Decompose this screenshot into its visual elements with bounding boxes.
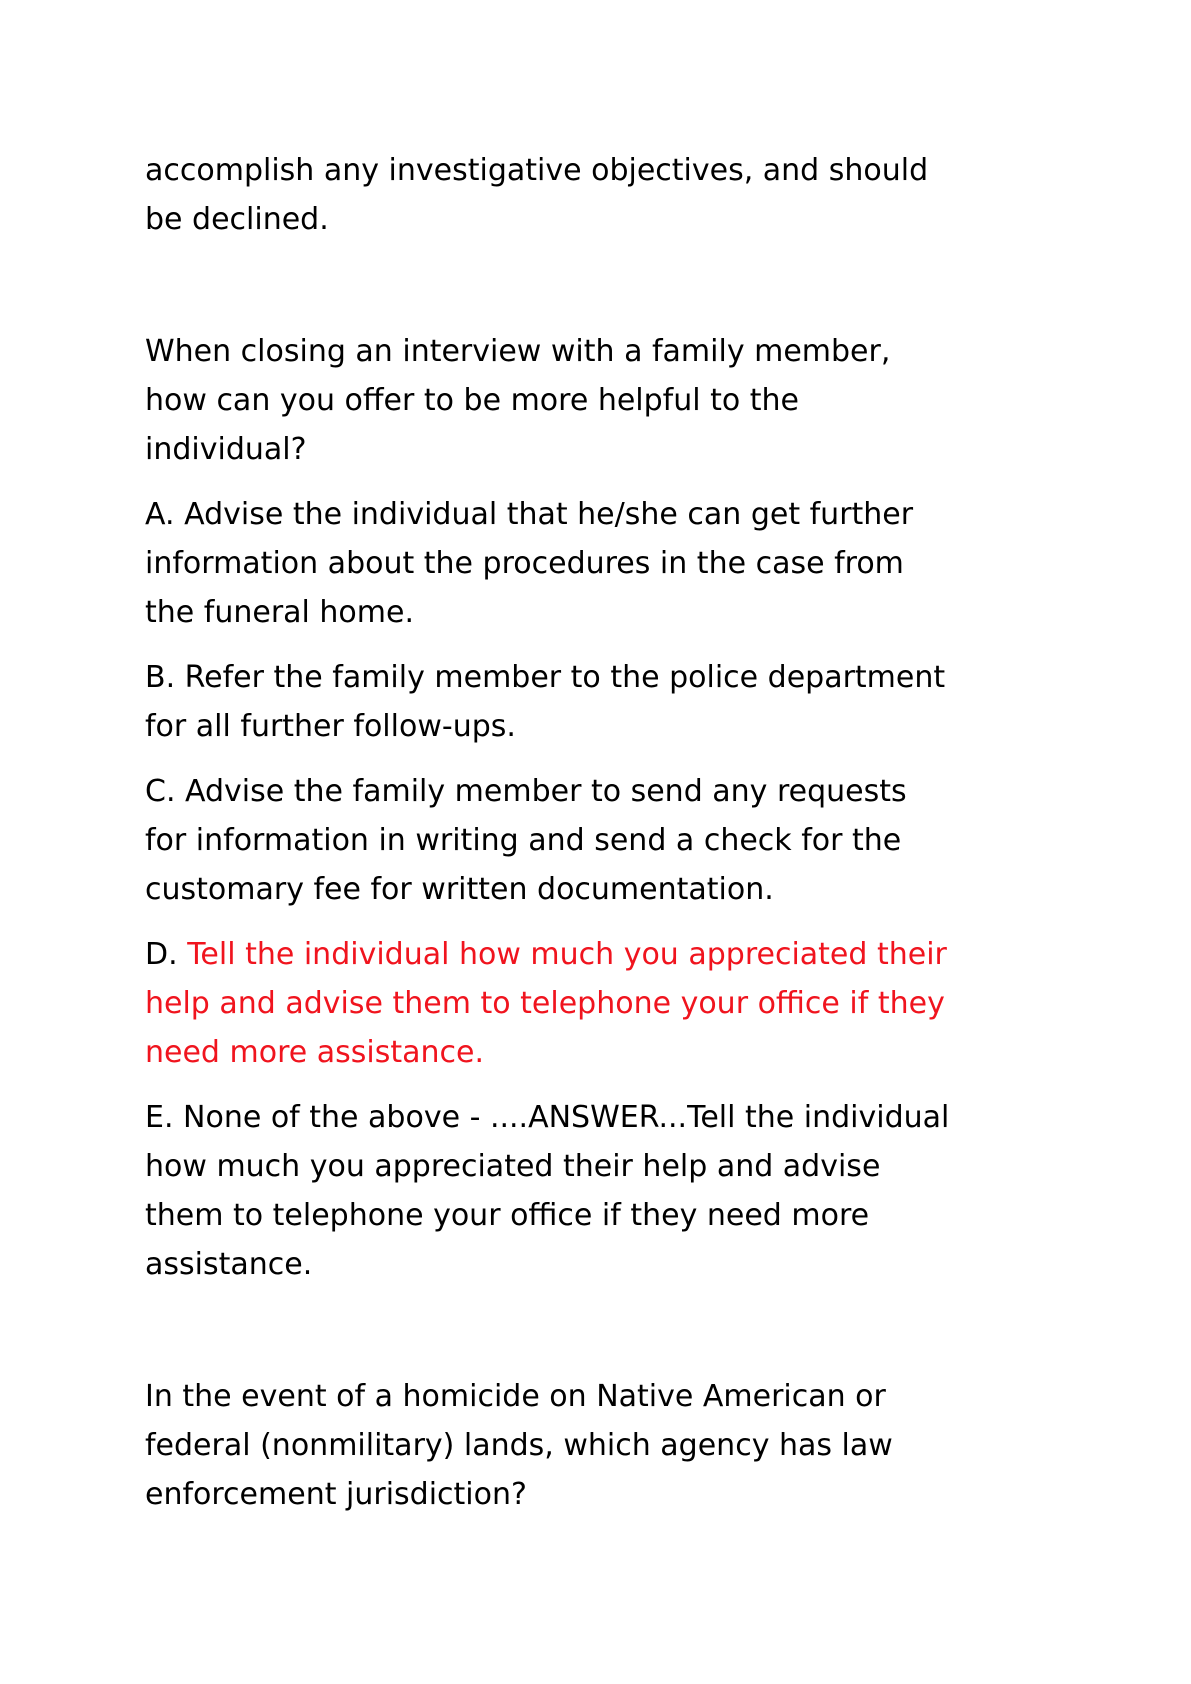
text-line: individual? <box>145 432 307 467</box>
text-line: how can you offer to be more helpful to the <box>145 383 799 418</box>
text-line: for information in writing and send a check for the <box>145 823 902 858</box>
text-line: C. Advise the family member to send any requests <box>145 774 907 809</box>
question-text <box>145 327 1095 474</box>
highlighted-answer: need more assistance. <box>145 1035 485 1070</box>
text-line: enforcement jurisdiction? <box>145 1477 527 1512</box>
text-line: how much you appreciated their help and advise <box>145 1149 881 1184</box>
option-d-correct <box>145 930 1095 1077</box>
question-text <box>145 1372 1095 1519</box>
text-line: When closing an interview with a family member, <box>145 334 891 369</box>
text-line: accomplish any investigative objectives, and should <box>145 153 929 188</box>
text-line: assistance. <box>145 1247 313 1282</box>
previous-answer-tail <box>145 146 1095 244</box>
text-line: In the event of a homicide on Native American or <box>145 1379 886 1414</box>
option-b <box>145 653 1095 751</box>
text-line: be declined. <box>145 202 329 237</box>
text-line: A. Advise the individual that he/she can get further <box>145 497 914 532</box>
text-line: B. Refer the family member to the police department <box>145 660 946 695</box>
option-d-prefix: D. <box>145 937 188 972</box>
text-line: the funeral home. <box>145 595 414 630</box>
text-line: them to telephone your office if they need more <box>145 1198 870 1233</box>
option-e <box>145 1093 1095 1289</box>
highlighted-answer: Tell the individual how much you appreciated their <box>187 937 947 972</box>
option-a <box>145 490 1095 637</box>
text-line: E. None of the above - ....ANSWER...Tell the individual <box>145 1100 950 1135</box>
text-line: for all further follow-ups. <box>145 709 516 744</box>
text-line: federal (nonmilitary) lands, which agency has law <box>145 1428 893 1463</box>
text-line <box>145 930 1095 979</box>
text-line: customary fee for written documentation. <box>145 872 774 907</box>
highlighted-answer: help and advise them to telephone your office if they <box>145 986 945 1021</box>
document-page <box>145 146 1095 1535</box>
text-line: information about the procedures in the case from <box>145 546 904 581</box>
option-c <box>145 767 1095 914</box>
